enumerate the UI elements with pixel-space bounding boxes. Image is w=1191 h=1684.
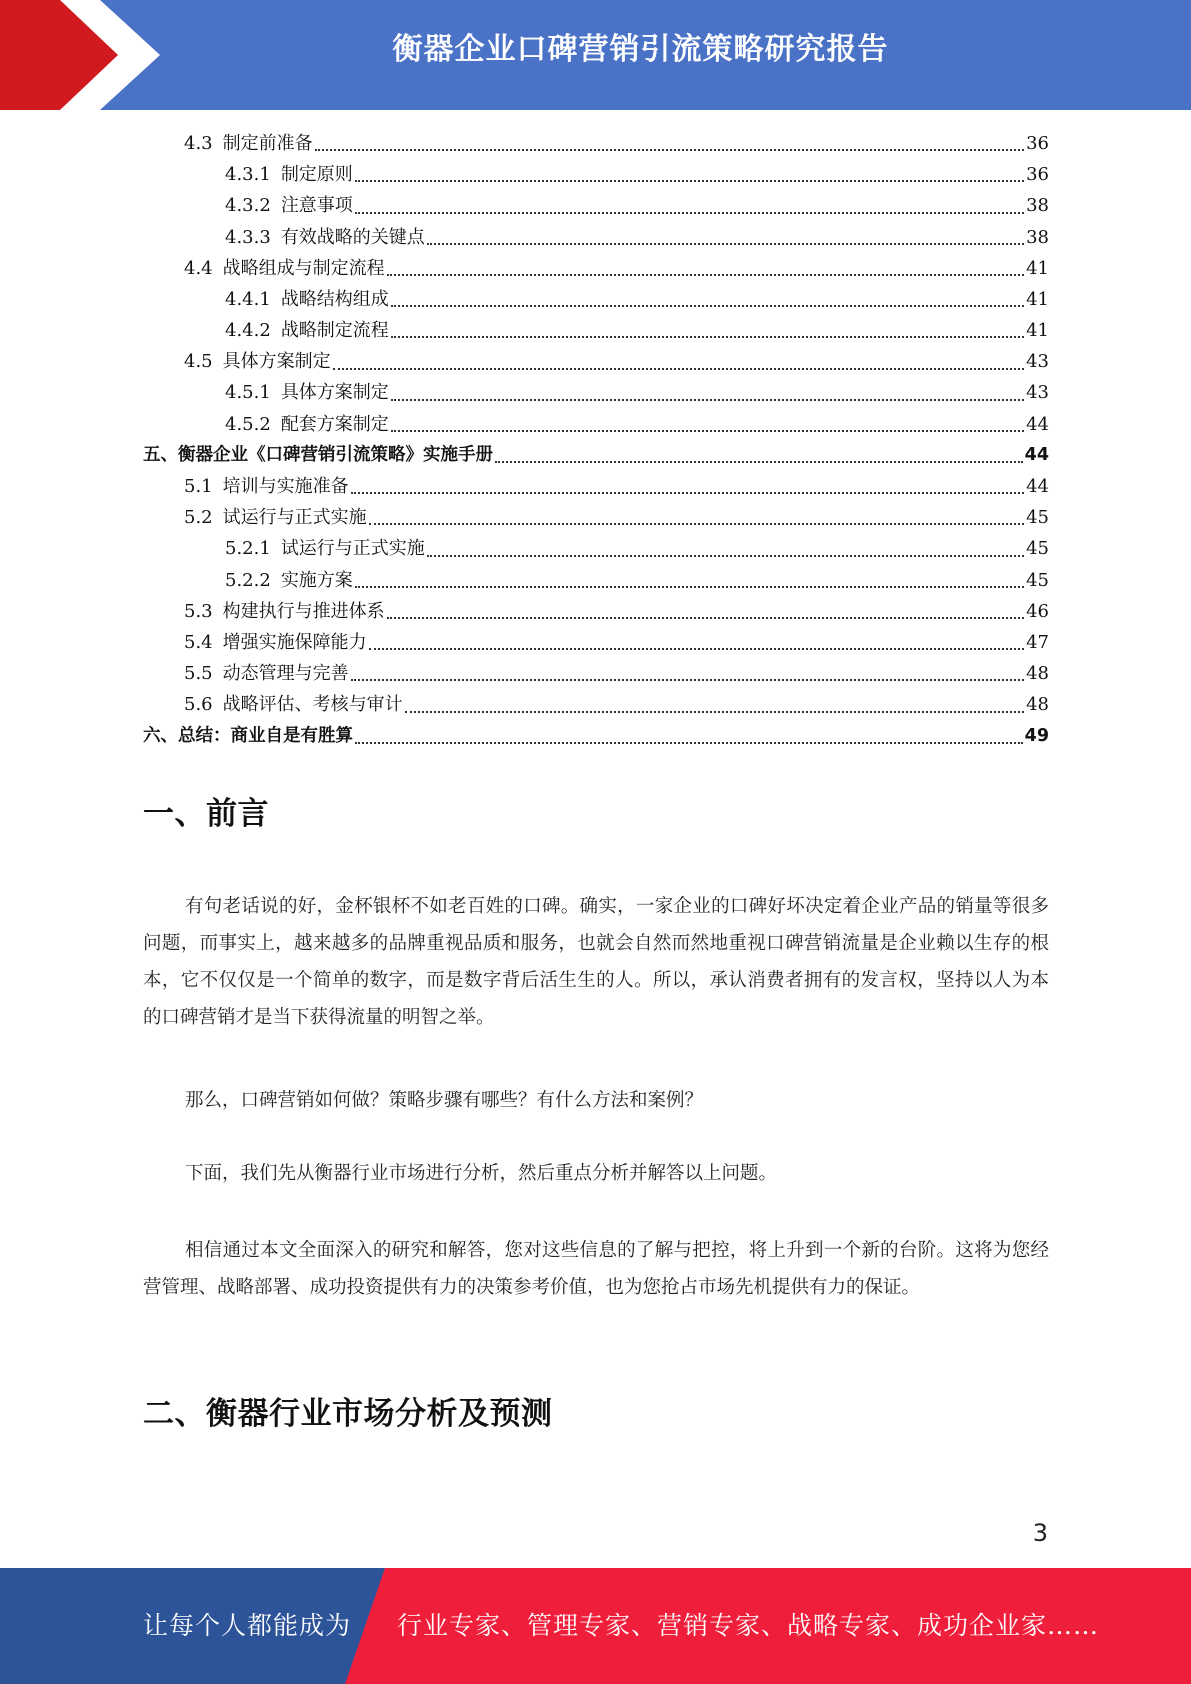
toc-entry-number: 5.5 [184,663,213,685]
toc-entry-page: 44 [1026,413,1049,435]
toc-entry-title: 注意事项 [280,195,353,217]
toc-dot-leader [369,523,1024,525]
toc-entry[interactable] [143,128,1049,159]
toc-entry-title: 构建执行与推进体系 [222,600,385,622]
toc-dot-leader [333,368,1024,370]
toc-entry-page: 41 [1026,257,1049,279]
toc-entry-number: 4.3.3 [225,226,271,248]
toc-entry-title: 战略评估、考核与审计 [222,694,403,716]
toc-entry-page: 48 [1026,694,1049,716]
toc-dot-leader [495,461,1023,463]
toc-entry-number: 5.2.1 [225,538,271,560]
toc-entry-page: 45 [1026,538,1049,560]
toc-entry[interactable] [143,596,1049,627]
toc-entry-number: 5.2.2 [225,569,271,591]
toc-entry[interactable] [143,409,1049,440]
table-of-contents [143,128,1049,752]
toc-entry[interactable] [143,502,1049,533]
toc-entry-page: 41 [1026,288,1049,310]
toc-entry[interactable] [143,471,1049,502]
toc-entry-page: 43 [1026,382,1049,404]
toc-entry-title: 具体方案制定 [222,351,331,373]
toc-entry[interactable] [143,658,1049,689]
page-number: 3 [1032,1519,1048,1547]
section-heading-market-analysis: 二、衡器行业市场分析及预测 [143,1396,553,1432]
toc-dot-leader [405,711,1024,713]
page-footer [0,1568,1191,1684]
toc-entry-title: 有效战略的关键点 [280,226,425,248]
toc-entry-title: 试运行与正式实施 [222,507,367,529]
toc-entry-title: 试运行与正式实施 [280,538,425,560]
toc-dot-leader [391,336,1024,338]
toc-entry[interactable] [143,440,1049,471]
toc-entry-number: 4.5.2 [225,413,271,435]
toc-dot-leader [391,305,1024,307]
toc-entry-page: 44 [1026,476,1049,498]
toc-dot-leader [391,399,1024,401]
toc-entry[interactable] [143,222,1049,253]
toc-entry-page: 44 [1024,444,1049,465]
toc-entry-title: 制定原则 [280,164,353,186]
toc-entry[interactable] [143,346,1049,377]
toc-entry-page: 36 [1026,132,1049,154]
toc-entry-page: 43 [1026,351,1049,373]
toc-entry-number: 4.3.1 [225,164,271,186]
toc-entry-number: 5.2 [184,507,213,529]
preface-paragraph-2: 那么，口碑营销如何做？策略步骤有哪些？有什么方法和案例？ [185,1090,704,1111]
report-title: 衡器企业口碑营销引流策略研究报告 [392,32,889,67]
toc-entry-number: 4.4.2 [225,320,271,342]
toc-entry-title: 制定前准备 [222,132,313,154]
toc-entry-page: 46 [1026,600,1049,622]
toc-entry-title: 战略制定流程 [280,320,389,342]
footer-slogan-left: 让每个人都能成为 [143,1611,352,1640]
toc-dot-leader [387,617,1024,619]
toc-entry-title: 战略结构组成 [280,288,389,310]
toc-dot-leader [427,555,1024,557]
toc-dot-leader [355,180,1024,182]
toc-entry[interactable] [143,253,1049,284]
toc-entry-title: 六、总结：商业自是有胜算 [143,725,353,746]
section-heading-preface: 一、前言 [143,796,269,832]
toc-entry[interactable] [143,533,1049,564]
toc-entry-number: 5.4 [184,631,213,653]
toc-entry-page: 48 [1026,663,1049,685]
toc-entry-page: 41 [1026,320,1049,342]
toc-entry-number: 5.3 [184,600,213,622]
preface-paragraph-1: 有句老话说的好，金杯银杯不如老百姓的口碑。确实，一家企业的口碑好坏决定着企业产品的销量等很多问题，而事实上，越来越多的品牌重视品质和服务，也就会自然而然地重视口碑营销流量是企业赖以生存的根本，它不仅仅是一个简单的数字，而是数字背后活生生的人。所以，承认消费者拥有的发言权，坚持以人为本的口碑营销才是当下获得流量的明智之举。 [143,896,1049,1028]
toc-entry-title: 动态管理与完善 [222,663,349,685]
toc-entry-number: 5.1 [184,476,213,498]
toc-dot-leader [427,243,1024,245]
page-header [0,0,1191,110]
toc-entry[interactable] [143,315,1049,346]
toc-entry-page: 49 [1024,725,1049,746]
toc-entry-number: 4.3.2 [225,195,271,217]
toc-entry-title: 具体方案制定 [280,382,389,404]
toc-entry-number: 4.4 [184,257,213,279]
toc-entry[interactable] [143,721,1049,752]
toc-dot-leader [355,586,1024,588]
toc-entry-number: 4.5.1 [225,382,271,404]
footer-slogan-right: 行业专家、管理专家、营销专家、战略专家、成功企业家…… [397,1611,1100,1640]
toc-entry-page: 45 [1026,569,1049,591]
toc-entry-number: 4.3 [184,132,213,154]
toc-entry[interactable] [143,689,1049,720]
toc-dot-leader [351,679,1024,681]
toc-entry-title: 实施方案 [280,569,353,591]
toc-entry-number: 5.6 [184,694,213,716]
toc-entry-title: 五、衡器企业《口碑营销引流策略》实施手册 [143,444,493,465]
toc-entry[interactable] [143,627,1049,658]
toc-entry[interactable] [143,159,1049,190]
toc-dot-leader [355,212,1024,214]
toc-entry-title: 增强实施保障能力 [222,631,367,653]
toc-entry-page: 45 [1026,507,1049,529]
toc-dot-leader [355,742,1023,744]
toc-entry-title: 战略组成与制定流程 [222,257,385,279]
toc-entry[interactable] [143,284,1049,315]
preface-paragraph-4: 相信通过本文全面深入的研究和解答，您对这些信息的了解与把控，将上升到一个新的台阶。这将为您经营管理、战略部署、成功投资提供有力的决策参考价值，也为您抢占市场先机提供有力的保证。 [143,1240,1049,1298]
toc-entry-title: 配套方案制定 [280,413,389,435]
toc-entry-title: 培训与实施准备 [222,476,349,498]
toc-dot-leader [315,149,1024,151]
toc-dot-leader [351,492,1024,494]
preface-paragraph-3: 下面，我们先从衡器行业市场进行分析，然后重点分析并解答以上问题。 [185,1163,778,1184]
toc-entry-page: 38 [1026,195,1049,217]
toc-entry[interactable] [143,378,1049,409]
toc-entry-page: 38 [1026,226,1049,248]
toc-entry-number: 4.4.1 [225,288,271,310]
toc-entry-number: 4.5 [184,351,213,373]
toc-entry[interactable] [143,565,1049,596]
toc-entry[interactable] [143,190,1049,221]
toc-dot-leader [387,274,1024,276]
toc-entry-page: 47 [1026,631,1049,653]
toc-dot-leader [391,430,1024,432]
toc-entry-page: 36 [1026,164,1049,186]
toc-dot-leader [369,648,1024,650]
